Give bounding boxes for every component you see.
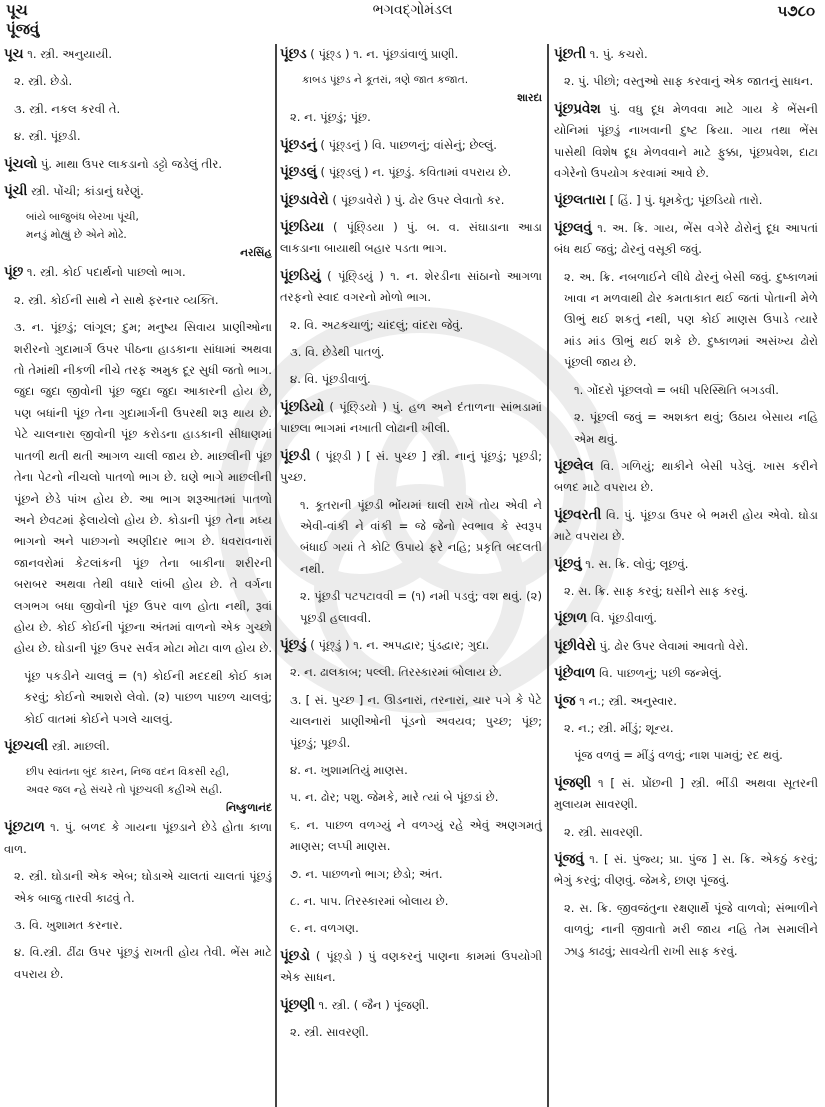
headword: પૂંછડો bbox=[280, 947, 310, 964]
dictionary-entry bbox=[280, 135, 542, 156]
definition-text: ૧. પું. બળદ કે ગાયના પૂંછડાને છેડે હોતા કાળા વાળ. bbox=[4, 820, 273, 856]
dictionary-entry bbox=[280, 946, 542, 989]
dictionary-entry bbox=[554, 773, 818, 816]
definition-text: ૬. ન. પાછળ વળગ્યું ને વળગ્યું રહે એવું અણગમતું માણસ; લપ્પી માણસ. bbox=[290, 817, 542, 854]
definition-text: ૨. વિ. અટકચાળું; ચાંદલું; વાંદરા જેવું. bbox=[290, 317, 464, 332]
quotation-attribution: શારદા bbox=[517, 92, 542, 105]
definition-text: ૨. અ. ક્રિ. નબળાઈને લીધે ઢોરનું બેસી જવું. દુષ્કાળમાં ખાવા ન મળવાથી ઢોર કમતાકાત થઈ જતાં પોતાની મેળે ઊભું થઈ શકતું નથી, પણ કોઈ માણસ ઉપાડે ત્યારે માંડ માંડ ઊભું થઈ શકે છે. દુષ્કાળમાં અસંખ્ય ઢોરો પૂંછલી જાય છે. bbox=[564, 269, 818, 370]
entry-sense bbox=[554, 581, 818, 602]
entry-sense bbox=[554, 380, 818, 401]
entry-sense bbox=[4, 666, 272, 730]
definition-text: ( પૂંછડાવેરો ) પું. ઢોર ઉપર લેવાતો કર. bbox=[332, 192, 505, 207]
entry-sense bbox=[280, 495, 542, 581]
headword: પૂંછલવું bbox=[554, 219, 592, 236]
definition-text: ( પૂંછ્ડનું ) વિ. પાછળનું; વાંસેનું; છેલ્લું. bbox=[320, 137, 497, 152]
dictionary-entry bbox=[4, 736, 272, 757]
quotation-attribution: નરસિંહ bbox=[240, 247, 272, 260]
dictionary-entry bbox=[554, 849, 818, 892]
definition-text: ૭. ન. પાછળનો ભાગ; છેડો; અંત. bbox=[290, 866, 443, 881]
entry-sense bbox=[280, 315, 542, 336]
definition-text: ૧. સ. ક્રિ. લોવું; લૂછવું. bbox=[585, 556, 689, 571]
definition-text: વિ. પાછળનું; પછી જન્મેલું. bbox=[599, 666, 722, 681]
page-header bbox=[0, 0, 825, 42]
entry-sense bbox=[280, 864, 542, 885]
definition-text: ૧. અ. ક્રિ. ગાય, ભેંસ વગેરે ઢોરોનું દૂધ આપતાં બંધ થઈ જવું; ઢોરનું વસૂકી જવું. bbox=[554, 220, 819, 257]
definition-text: ૨. પૂંછલી જવું = અશક્ત થવું; ઉઠાય બેસાય નહિ એમ થવું. bbox=[574, 410, 818, 446]
column-divider bbox=[275, 44, 277, 1107]
column-3 bbox=[554, 44, 818, 1107]
definition-text: ( પૂંછ્ડી ) [ સં. પુચ્છ ] સ્ત્રી. નાનું પૂંછડું; પૂછડી; પુચ્છ. bbox=[280, 448, 542, 485]
page-number: ૫૭૮૦ bbox=[777, 2, 815, 20]
dictionary-entry bbox=[554, 44, 818, 65]
headword: પૂંછીવેરો bbox=[554, 637, 596, 654]
headword: પૂંજવું bbox=[554, 851, 584, 867]
definition-text: ૨. સ. ક્રિ. જીવજંતુના રક્ષણાર્થે પૂંજે વાળવો; સંભાળીને વાળવું; નાની જીવાતો મરી જાય નહિ તેમ સમાલીને ઝાડુ કાઢવું; સાવચેતી રાખી સાફ કરવું. bbox=[564, 900, 818, 958]
dictionary-entry bbox=[4, 44, 272, 65]
definition-text: ( પૂંછ્ડો ) પું વણકરનું પાણના કામમાં ઉપયોગી એક સાધન. bbox=[280, 948, 543, 985]
definition-text: ૨. સ્ત્રી. ઘોડાની એક એબ; ઘોડાએ ચાલતાં ચાલતાં પૂંછડું એક બાજુ તારવી કાઢવું તે. bbox=[14, 869, 272, 905]
headword: પૂંછચલી bbox=[4, 737, 49, 754]
entry-sense bbox=[280, 918, 542, 939]
column-1 bbox=[4, 44, 272, 1107]
dictionary-entry bbox=[280, 266, 542, 309]
headword: પૂંછડાવેરો bbox=[280, 191, 329, 208]
headword: પૂંછ bbox=[4, 264, 24, 281]
definition-text: ૧. સ્ત્રી. અનુયાયી. bbox=[27, 47, 113, 61]
dictionary-entry bbox=[4, 181, 272, 202]
entry-sense bbox=[4, 942, 272, 985]
entry-sense bbox=[280, 787, 542, 808]
quotation-line: મનડું મોહ્યું છે એને મોઢે. bbox=[26, 229, 127, 242]
definition-text: ૨. સ્ત્રી. સાવરણી. bbox=[564, 824, 643, 839]
quotation-line: છીપ સ્વાંતના બુંદ કારન, નિજ વદન વિકસી રહી, bbox=[26, 766, 230, 779]
dictionary-entry bbox=[280, 635, 542, 656]
definition-text: ૧. સ્ત્રી. ( જૈન ) પૂંજણી. bbox=[318, 997, 429, 1012]
dictionary-entry bbox=[4, 154, 272, 175]
headword: પૂંછડ bbox=[280, 46, 307, 62]
entry-sense bbox=[554, 822, 818, 843]
dictionary-entry bbox=[280, 162, 542, 183]
definition-text: ૨. ન.; સ્ત્રી. મીંડું; શૂન્ય. bbox=[564, 720, 674, 735]
entry-sense bbox=[280, 342, 542, 363]
quotation bbox=[4, 208, 272, 244]
headword: પૂંજણી bbox=[554, 774, 592, 791]
headword: પૂંછડનું bbox=[280, 136, 317, 153]
definition-text: ( પૂંછ્ડિયું ) ૧. ન. શેરડીના સાંઠાનો આગળા તરફનો સ્વાદ વગરનો મોળો ભાગ. bbox=[280, 268, 543, 305]
definition-text: ( પૂંછ્ડિયા ) પું. બ. વ. સંઘાડાના આડા લાકડાના બાયાથી બહાર પડતા ભાગ. bbox=[280, 220, 543, 256]
definition-text: વિ. પું. પૂંછડા ઉપર બે ભમરી હોય એવો. ઘોડા માટે વપરાય છે. bbox=[554, 507, 818, 544]
dictionary-entry bbox=[554, 691, 818, 712]
headword: પૂંછણી bbox=[280, 996, 315, 1013]
headword: પૂંચી bbox=[4, 183, 28, 200]
entry-sense bbox=[4, 71, 272, 92]
entry-sense bbox=[280, 690, 542, 754]
quotation bbox=[280, 71, 542, 89]
definition-text: ૩. સ્ત્રી. નકલ કરવી તે. bbox=[14, 101, 121, 116]
headword: પૂંછવરતી bbox=[554, 506, 602, 523]
headword: પૂંછડિયું bbox=[280, 267, 321, 284]
definition-text: ૩. [ સં. પુચ્છ ] ન. ઊડનારાં, તરનારાં, ચાર પગે કે પેટે ચાલનારાં પ્રાણીઓની પૂંડનો અવયવ; પુચ્છ; પૂંછ; પૂંછડું; પૂછડી. bbox=[290, 692, 542, 750]
entry-sense bbox=[280, 891, 542, 912]
entry-sense bbox=[4, 126, 272, 147]
headword: પૂંછડું bbox=[280, 636, 307, 653]
quotation bbox=[4, 763, 272, 799]
definition-text: ૨. ન. પૂંછડું; પૂંછ. bbox=[290, 110, 371, 125]
definition-text: સ્ત્રી. પોંચી; કાંડાનું ઘરેણું. bbox=[31, 184, 144, 199]
definition-text: ૧. કૂતરાની પૂંછડી ભોંયમાં ઘાલી રાખે તોય એવી ને એવી-વાંકી ને વાંકી = જે જેનો સ્વભાવ કે સ્વરૂપ બંધાઈ ગયાં તે કોટિ ઉપાયે ફરે નહિ; પ્રકૃતિ બદલતી નથી. bbox=[300, 497, 542, 576]
definition-text: વિ. પૂંછડીવાળું. bbox=[590, 611, 657, 626]
definition-text: ૨. સ્ત્રી. કોઈની સાથે ને સાથે ફરનાર વ્યક્તિ. bbox=[14, 292, 219, 307]
dictionary-entry bbox=[280, 44, 542, 65]
column-2 bbox=[280, 44, 542, 1107]
definition-text: ૯. ન. વળગણ. bbox=[290, 921, 359, 936]
quotation-line: કાબડ પૂંછડ ને કૂતરાં, ત્રણે જાત કજાત. bbox=[302, 74, 469, 87]
definition-text: ૩. ન. પૂંછડું; લાંગૂલ; દુમ; મનુષ્ય સિવાય પ્રાણીઓના શરીરનો ગુદામાર્ગ ઉપર પીઠના હાડકાના સાંધામાં અથવા તો તેમાંથી નીકળી નીચે તરફ અમુક દૂર સુધી જતો ભાગ. જુદા જુદા જીવોની પૂંછ જુદા જુદા આકારની હોય છે, પણ બધાંની પૂંછ તેના ગુદામાર્ગની ઉપરથી શરૂ થાય છે. પેટે ચાલનારા જીવોની પૂંછ કરોડના હાડકાની સીધાણમાં પાતળી થતી થતી આગળ ચાલી જાય છે. માછલીની પૂંછ તેના પેટનો નીચલો પાતળો ભાગ છે. ઘણે ભાગે માછલીની પૂંછને છેડે પાંખ હોય છે. આ ભાગ શરૂઆતમાં પાતળો અને છેવટમાં ફેલાયેલો હોય છે. કોડાની પૂંછ તેના મધ્ય ભાગનો અને પાછગનો અણીદાર ભાગ છે. ધવરાવનારાં જાનવરોમાં કેટલાંકની પૂંછ તેના બાકીના શરીરની બરાબર અથવા તેથી વધારે લાંબી હોય છે. તે વર્ગના લગભગ બધા જીવોની પૂંછ ઉપર વાળ હોતા નથી, રૂવાં હોય છે. કોઈ કોઈની પૂંછના અંતમાં વાળનો એક ગુચ્છો હોય છે. ઘોડાની પૂંછ ઉપર સર્વત્ર મોટા મોટા વાળ હોય છે. bbox=[14, 320, 273, 656]
entry-sense bbox=[554, 718, 818, 739]
entry-sense bbox=[280, 1022, 542, 1043]
entry-sense bbox=[280, 369, 542, 390]
headword: પૂંજ bbox=[554, 692, 576, 709]
dictionary-entry bbox=[554, 608, 818, 629]
headword: પૂંછડી bbox=[280, 447, 311, 464]
definition-text: પું. ઢોર ઉપર લેવામાં આવતો વેરો. bbox=[599, 638, 749, 653]
dictionary-entry bbox=[554, 190, 818, 211]
headword: પૂંછડિયો bbox=[280, 398, 325, 415]
definition-text: ૨. પૂંછડી પટપટાવવી = (૧) નમી પડવું; વશ થવું. (૨) પૂછડી હલાવવી. bbox=[300, 589, 542, 625]
definition-text: ૨. સ્ત્રી. છેડો. bbox=[14, 74, 73, 89]
entry-sense bbox=[4, 317, 272, 660]
entry-sense bbox=[280, 815, 542, 858]
definition-text: ૩. વિ. છેડેથી પાતળું. bbox=[290, 345, 385, 360]
definition-text: ૪. વિ.સ્ત્રી. ઢીંઢા ઉપર પૂંછડું રાખતી હોય તેવી. ભેંસ માટે વપરાય છે. bbox=[14, 945, 272, 981]
definition-text: પૂંછ પકડીને ચાલવું = (૧) કોઈની મદદથી કોઈ કામ કરવું; કોઈનો આશરો લેવો. (૨) પાછળ પાછળ ચાલવું; કોઈ વાતમાં કોઈને પગલે ચાલવું. bbox=[24, 668, 272, 726]
guide-word-last: પૂંજવું bbox=[6, 20, 40, 38]
definition-text: ૨. પું. પીછો; વસ્તુઓ સાફ કરવાનું એક જાતનું સાધન. bbox=[564, 74, 814, 89]
definition-text: ૫. ન. ઢોર; પશુ. જેમકે, મારે ત્યાં બે પૂંછડાં છે. bbox=[290, 790, 499, 805]
entry-sense bbox=[280, 760, 542, 781]
dictionary-entry bbox=[280, 446, 542, 489]
quotation-line: બાંયે બાજુબંધ બેરખા પૂંચી, bbox=[26, 211, 139, 224]
entry-sense bbox=[554, 71, 818, 92]
definition-text: ૧ ન.; સ્ત્રી. અનુસ્વાર. bbox=[579, 693, 677, 708]
headword: પૂંછલતારા bbox=[554, 192, 606, 209]
definition-text: પું. વધુ દૂધ મેળવવા માટે ગાય કે ભેંસની યોનિમાં પૂંછડું નાખવાની દુષ્ટ ક્રિયા. ગાય તથા ભેંસ પાસેથી વિશેષ દૂધ મેળવવાને માટે ફુક્કા, પૂંછપ્રવેશ, દાટા વગેરેનો ઉપયોગ કરવામાં આવે છે. bbox=[554, 101, 818, 181]
definition-text: પું. માથા ઉપર લાકડાનો ડટ્ટો જડેલું તીર. bbox=[40, 156, 223, 171]
definition-text: ૩. વિ. ખુશામત કરનાર. bbox=[14, 918, 123, 932]
headword: પૂંછેવાળ bbox=[554, 665, 596, 682]
dictionary-entry bbox=[4, 817, 272, 860]
entry-sense bbox=[554, 745, 818, 766]
headword: પૂંછડલું bbox=[280, 164, 317, 181]
headword: પૂંછટાળ bbox=[4, 819, 45, 836]
definition-text: ૨. ન. ઢાલકાબ; પલ્લી. તિરસ્કારમાં બોલાય છે. bbox=[290, 665, 502, 680]
definition-text: ૨. સ. ક્રિ. સાફ કરવું; ઘસીને સાફ કરવું. bbox=[564, 583, 749, 598]
definition-text: ૧ [ સં. પ્રોંછની ] સ્ત્રી. ભીંડી અથવા સૂતરની મુલાયમ સાવરણી. bbox=[554, 775, 819, 812]
definition-text: [ હિં. ] પું. ધૂમકેતુ; પૂંછડિયો તારો. bbox=[609, 193, 763, 208]
definition-text: ૧. [ સં. પુંજ્ય; પ્રા. પુંજ ] સ. ક્રિ. એકઠું કરવું; ભેગું કરવું; વીણવું. જેમકે, છાણ પૂંજવું. bbox=[554, 852, 818, 888]
dictionary-entry bbox=[554, 99, 818, 185]
dictionary-entry bbox=[280, 397, 542, 440]
entry-sense bbox=[4, 866, 272, 909]
entry-sense bbox=[554, 407, 818, 450]
definition-text: ( પૂંછ્ડિયો ) પું. હળ અને દંતાળના સાંભડામાં પાછલા ભાગમાં નખાતી લોઢાની ખીલી. bbox=[280, 399, 542, 436]
definition-text: ૨. સ્ત્રી. સાવરણી. bbox=[290, 1025, 369, 1040]
definition-text: પૂંજ વળવું = મીંડું વળવું; નાશ પામવું; રદ થવું. bbox=[574, 748, 783, 763]
headword: પૂંછાળ bbox=[554, 610, 588, 627]
definition-text: ૪. સ્ત્રી. પૂંછડી. bbox=[14, 129, 81, 144]
entry-sense bbox=[554, 267, 818, 374]
dictionary-entry bbox=[280, 190, 542, 211]
headword: પૂંછડિયા bbox=[280, 219, 325, 236]
definition-text: ( પૂંછ્ડ ) ૧. ન. પૂંછડાંવાળું પ્રાણી. bbox=[310, 47, 459, 61]
definition-text: સ્ત્રી. માછલી. bbox=[51, 738, 110, 753]
guide-word-first: પૂચ bbox=[6, 1, 28, 19]
dictionary-entry bbox=[554, 218, 818, 261]
entry-sense bbox=[4, 915, 272, 936]
entry-sense bbox=[554, 898, 818, 962]
headword: પૂંછલેલ bbox=[554, 457, 594, 474]
headword: પૂચ bbox=[4, 46, 24, 62]
dictionary-entry bbox=[554, 554, 818, 575]
headword: પૂંછપ્રવેશ bbox=[554, 100, 601, 117]
quotation-line: અવર જલ ન્હે સંચરે તો પૂંછચલી કહીએ સહી. bbox=[26, 784, 223, 797]
entry-sense bbox=[4, 290, 272, 311]
entry-sense bbox=[280, 107, 542, 128]
definition-text: ૧. ગોંદરો પૂંછલવો = બધી પરિસ્થિતિ બગડવી. bbox=[574, 382, 779, 397]
entry-sense bbox=[4, 99, 272, 120]
dictionary-entry bbox=[280, 995, 542, 1016]
definition-text: ૧. પું. કચરો. bbox=[589, 47, 648, 61]
dictionary-entry bbox=[4, 262, 272, 283]
headword: પૂંછતી bbox=[554, 46, 587, 62]
column-divider bbox=[547, 44, 549, 1107]
dictionary-entry bbox=[280, 217, 542, 260]
headword: પૂંછવું bbox=[554, 555, 582, 572]
dictionary-title: ભગવદ્ગોમંડલ bbox=[372, 2, 453, 18]
definition-text: ( પૂંછ્ડું ) ૧. ન. અપદ્વાર; પુંડદ્વાર; ગુદા. bbox=[310, 637, 490, 652]
entry-sense bbox=[280, 662, 542, 683]
dictionary-entry bbox=[554, 663, 818, 684]
definition-text: ( પૂંછ્ડલું ) ન. પૂંછડું. કવિતામાં વપરાય છે. bbox=[320, 165, 512, 180]
entry-sense bbox=[280, 586, 542, 629]
definition-text: ૪. ન. ખુશામતિયું માણસ. bbox=[290, 762, 408, 777]
definition-text: ૪. વિ. પૂંછડીવાળું. bbox=[290, 372, 371, 387]
dictionary-entry bbox=[554, 456, 818, 499]
definition-text: ૧. સ્ત્રી. કોઈ પદાર્થનો પાછલો ભાગ. bbox=[26, 265, 186, 280]
dictionary-entry bbox=[554, 505, 818, 548]
headword: પૂંચલો bbox=[4, 155, 38, 172]
dictionary-entry bbox=[554, 636, 818, 657]
definition-text: વિ. ગળિયું; થાકીને બેસી પડેલું. ખાસ કરીને બળદ માટે વપરાય છે. bbox=[554, 458, 818, 495]
definition-text: ૮. ન. પાપ. તિરસ્કારમાં બોલાય છે. bbox=[290, 894, 449, 908]
quotation-attribution: નિષ્કુળાનંદ bbox=[225, 802, 272, 815]
